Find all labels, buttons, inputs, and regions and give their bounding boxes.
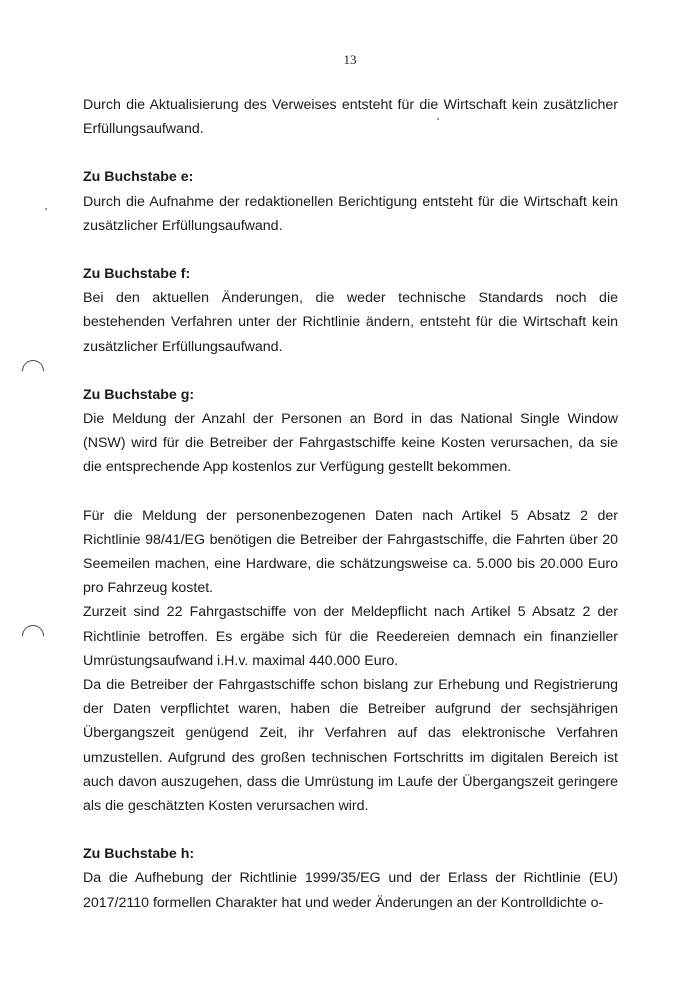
heading-buchstabe-e: Zu Buchstabe e: xyxy=(83,169,194,186)
paragraph-buchstabe-f: Bei den aktuellen Änderungen, die weder technische Standards noch die bestehenden Verfahren unter der Richtlinie ändern, entsteht für die Wirtschaft kein zusätzlicher Erfüllungsaufwand. xyxy=(83,290,618,355)
document-body xyxy=(83,93,618,915)
heading-buchstabe-g: Zu Buchstabe g: xyxy=(83,386,195,403)
punch-hole-bottom xyxy=(17,620,48,651)
scan-speck xyxy=(45,208,47,210)
paragraph-nsw-meldung: Die Meldung der Anzahl der Personen an Bord in das National Single Window (NSW) wird für die Betreiber der Fahrgastschiffe keine Kosten verursachen, da sie die entsprechende App kostenlos zur Verfügung gestellt bekommen. xyxy=(83,411,618,476)
paragraph-hardware-kosten: Für die Meldung der personenbezogenen Daten nach Artikel 5 Absatz 2 der Richtlinie 98/41/EG benötigen die Betreiber der Fahrgastschiffe, die Fahrten über 20 Seemeilen machen, eine Hardware, die schätzungsweise ca. 5.000 bis 20.000 Euro pro Fahrzeug kostet. xyxy=(83,507,618,597)
paragraph-buchstabe-h: Da die Aufhebung der Richtlinie 1999/35/EG und der Erlass der Richtlinie (EU) 2017/2110 formellen Charakter hat und weder Änderungen an der Kontrolldichte o- xyxy=(83,870,618,911)
heading-buchstabe-h: Zu Buchstabe h: xyxy=(83,846,195,863)
page-number: 13 xyxy=(343,52,357,67)
paragraph-buchstabe-e: Durch die Aufnahme der redaktionellen Berichtigung entsteht für die Wirtschaft kein zusätzlicher Erfüllungsaufwand. xyxy=(83,193,618,234)
heading-buchstabe-f: Zu Buchstabe f: xyxy=(83,266,191,283)
paragraph-umruestungsaufwand: Zurzeit sind 22 Fahrgastschiffe von der Meldepflicht nach Artikel 5 Absatz 2 der Richtlinie betroffen. Es ergäbe sich für die Reedereien demnach ein finanzieller Umrüstungsaufwand i.H.v. maximal 440.000 Euro. xyxy=(83,604,618,669)
paragraph-uebergangszeit: Da die Betreiber der Fahrgastschiffe schon bislang zur Erhebung und Registrierung der Daten verpflichtet waren, haben die Betreiber aufgrund der sechsjährigen Übergangszeit genügend Zeit, ihr Verfahren auf das elektronische Verfahren umzustellen. Aufgrund des großen technischen Fortschritts im digitalen Bereich ist auch davon auszugehen, dass die Umrüstung im Laufe der Übergangszeit geringere als die geschätzten Kosten verursachen wird. xyxy=(83,677,618,815)
punch-hole-top xyxy=(17,355,48,386)
paragraph-verweis: Durch die Aktualisierung des Verweises entsteht für die Wirtschaft kein zusätzlicher Erfüllungsaufwand. xyxy=(83,97,618,138)
